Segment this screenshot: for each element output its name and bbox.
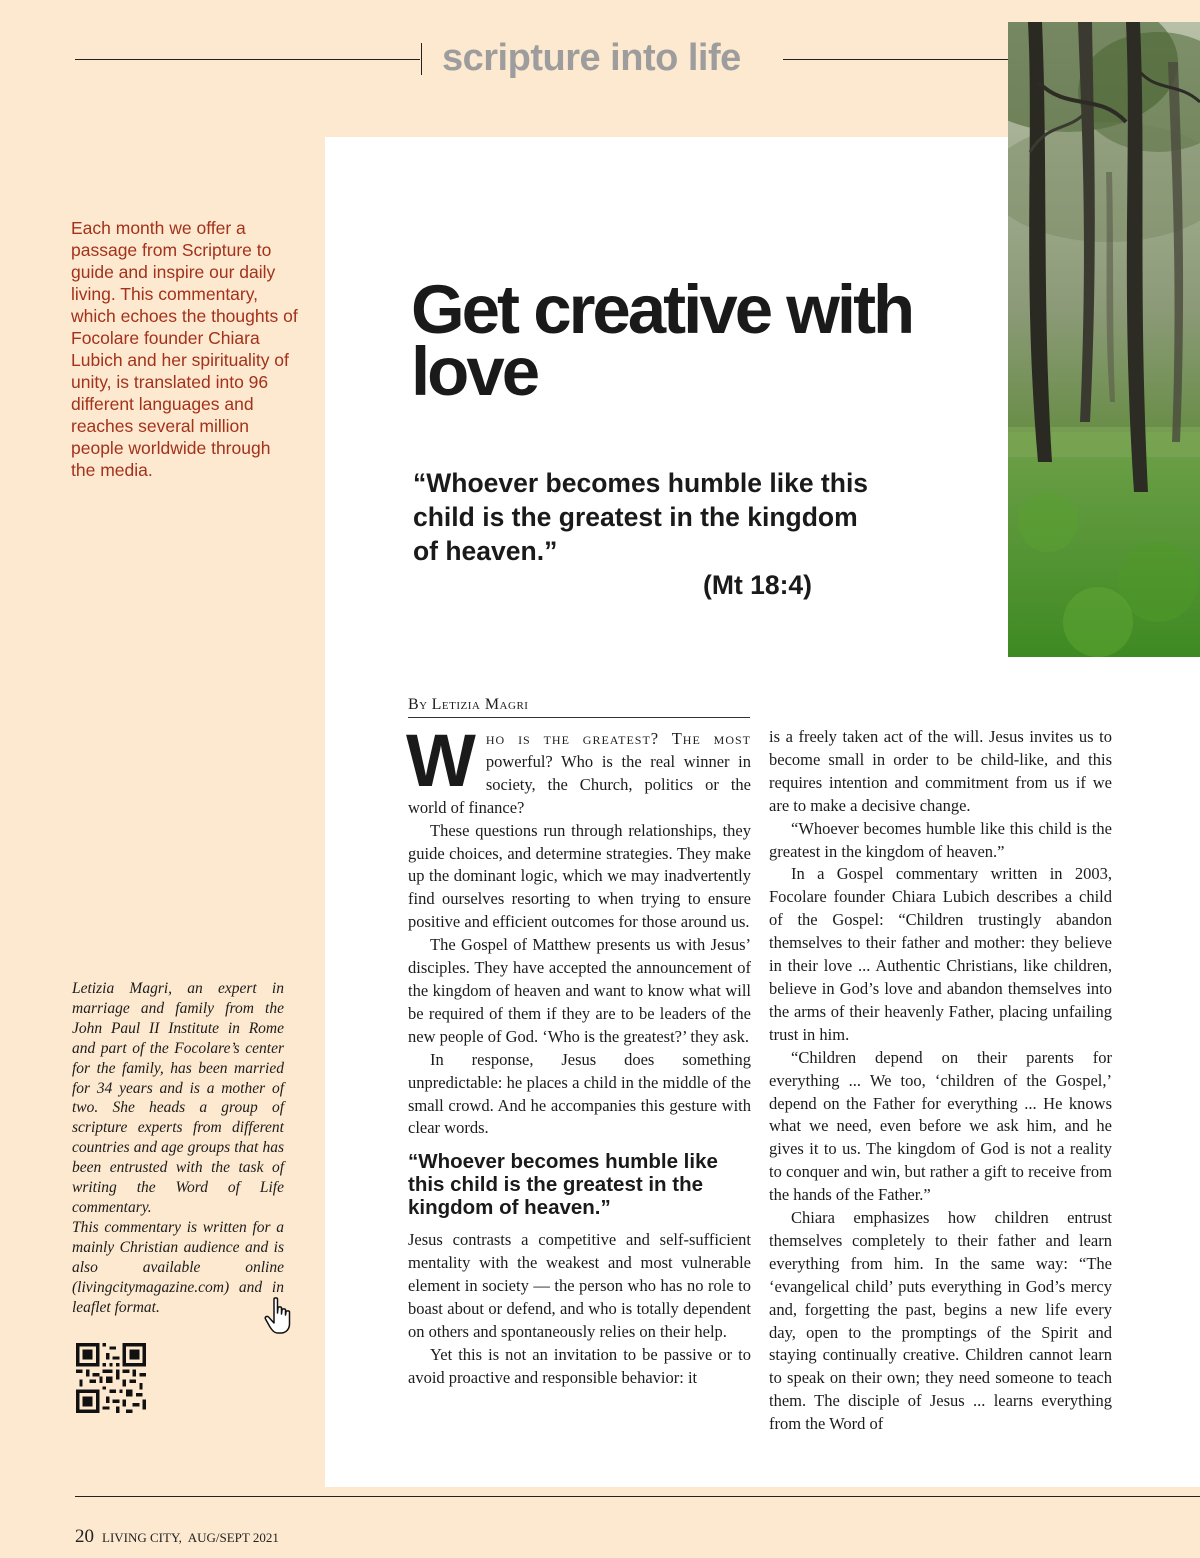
forest-photo: [1008, 22, 1200, 657]
body-paragraph: In response, Jesus does something unpredictable: he places a child in the middle of the small crowd. And he accompanies this gesture with clear words.: [408, 1049, 751, 1138]
issue-date: AUG/SEPT 2021: [187, 1530, 279, 1545]
byline-prefix: By: [408, 696, 428, 713]
body-paragraph: “Whoever becomes humble like this child is the greatest in the kingdom of heaven.”: [769, 818, 1112, 861]
body-paragraph: is a freely taken act of the will. Jesus invites us to become small in order to be child-like, and this requires intention and commitment from us if we are to make a decisive change.: [769, 727, 1112, 815]
body-paragraph: The Gospel of Matthew presents us with Jesus’ disciples. They have accepted the announcement of the kingdom of heaven and want to know what will be required of them if they are to be leaders of the new people of God. ‘Who is the greatest?’ they ask.: [408, 935, 751, 1046]
article-column-2: [769, 726, 1112, 1436]
section-title: scripture into life: [442, 37, 741, 79]
availability-note: This commentary is written for a mainly Christian audience and is also available online (livingcitymagazine.com) and in leaflet format.: [72, 1218, 284, 1316]
footer-rule: [75, 1496, 1200, 1497]
header-rule-tick: [421, 43, 422, 75]
body-paragraph: In a Gospel commentary written in 2003, Focolare founder Chiara Lubich describes a child of the Gospel: “Children trustingly abandon themselves to their father and mother: they believe in their love ... Authentic Christians, like children, believe in God’s love and abandon themselves into the arms of their heavenly Father, placing unfailing trust in him.: [769, 864, 1112, 1044]
body-paragraph: Chiara emphasizes how children entrust themselves completely to their father and learn everything from him. In the same way: “The ‘evangelical child’ puts everything in God’s mercy and, forgetting the past, begins a new life every day, open to the promptings of the Spirit and staying continually creative. Children cannot learn to speak on their own; they need someone to teach them. The disciple of Jesus ... learns everything from the Word of: [769, 1208, 1112, 1434]
qr-code-icon[interactable]: [76, 1343, 146, 1413]
byline: [408, 695, 750, 718]
hand-pointer-icon: [263, 1296, 297, 1336]
byline-author: Letizia Magri: [431, 696, 529, 713]
pull-quote: “Whoever becomes humble like this child is the greatest in the kingdom of heaven.”: [408, 1150, 718, 1220]
scripture-reference: (Mt 18:4): [703, 570, 812, 600]
lead-small-caps: ho is the greatest? The most: [485, 729, 751, 748]
lead-text: powerful? Who is the real winner in society, the Church, politics or the world of finance?: [408, 751, 751, 817]
body-paragraph: Yet this is not an invitation to be passive or to avoid proactive and responsible behavior: it: [408, 1344, 751, 1387]
author-bio: [72, 979, 284, 1317]
article-column-1: [406, 719, 751, 1390]
publication-name: LIVING CITY,: [102, 1530, 182, 1545]
header-rule-left: [75, 59, 420, 60]
page-number: 20: [75, 1526, 94, 1547]
page-folio: [75, 1527, 279, 1548]
lead-paragraph: [406, 719, 751, 820]
body-paragraph: “Children depend on their parents for everything ... We too, ‘children of the Gospel,’ depend on the Father for everything ... He knows what we need, even before we ask him, and he gives it to us. The kingdom of God is not a reality to conquer and win, but rather a gift to receive from the hands of the Father.”: [769, 1047, 1112, 1205]
author-bio-text: Letizia Magri, an expert in marriage and family from the John Paul II Institute in Rome and part of the Focolare’s center for the family, has been married for 34 years and is a mother of two. She heads a group of scripture experts from different countries and age groups that has been entrusted with the task of writing the Word of Life commentary.: [72, 980, 284, 1216]
body-paragraph: These questions run through relationships, they guide choices, and determine strategies. They make up the dominant logic, which we may inadvertently find ourselves resorting to when trying to ensure positive and efficient outcomes for those around us.: [408, 820, 751, 932]
sidebar-intro: Each month we offer a passage from Scripture to guide and inspire our daily living. This commentary, which echoes the thoughts of Focolare founder Chiara Lubich and her spirituality of unity, is translated into 96 different languages and reaches several million people worldwide through the media.: [71, 218, 298, 480]
article-headline: Get creative with love: [411, 271, 913, 410]
scripture-verse: “Whoever becomes humble like this child is the greatest in the kingdom of heaven.”: [413, 468, 869, 566]
body-paragraph: Jesus contrasts a competitive and self-sufficient mentality with the weakest and most vulnerable element in society — the person who has no role to boast about or defend, and who is totally dependent on others and spontaneously relies on their help.: [408, 1230, 751, 1341]
drop-cap: W: [406, 719, 476, 802]
header-rule-right: [783, 59, 1008, 60]
